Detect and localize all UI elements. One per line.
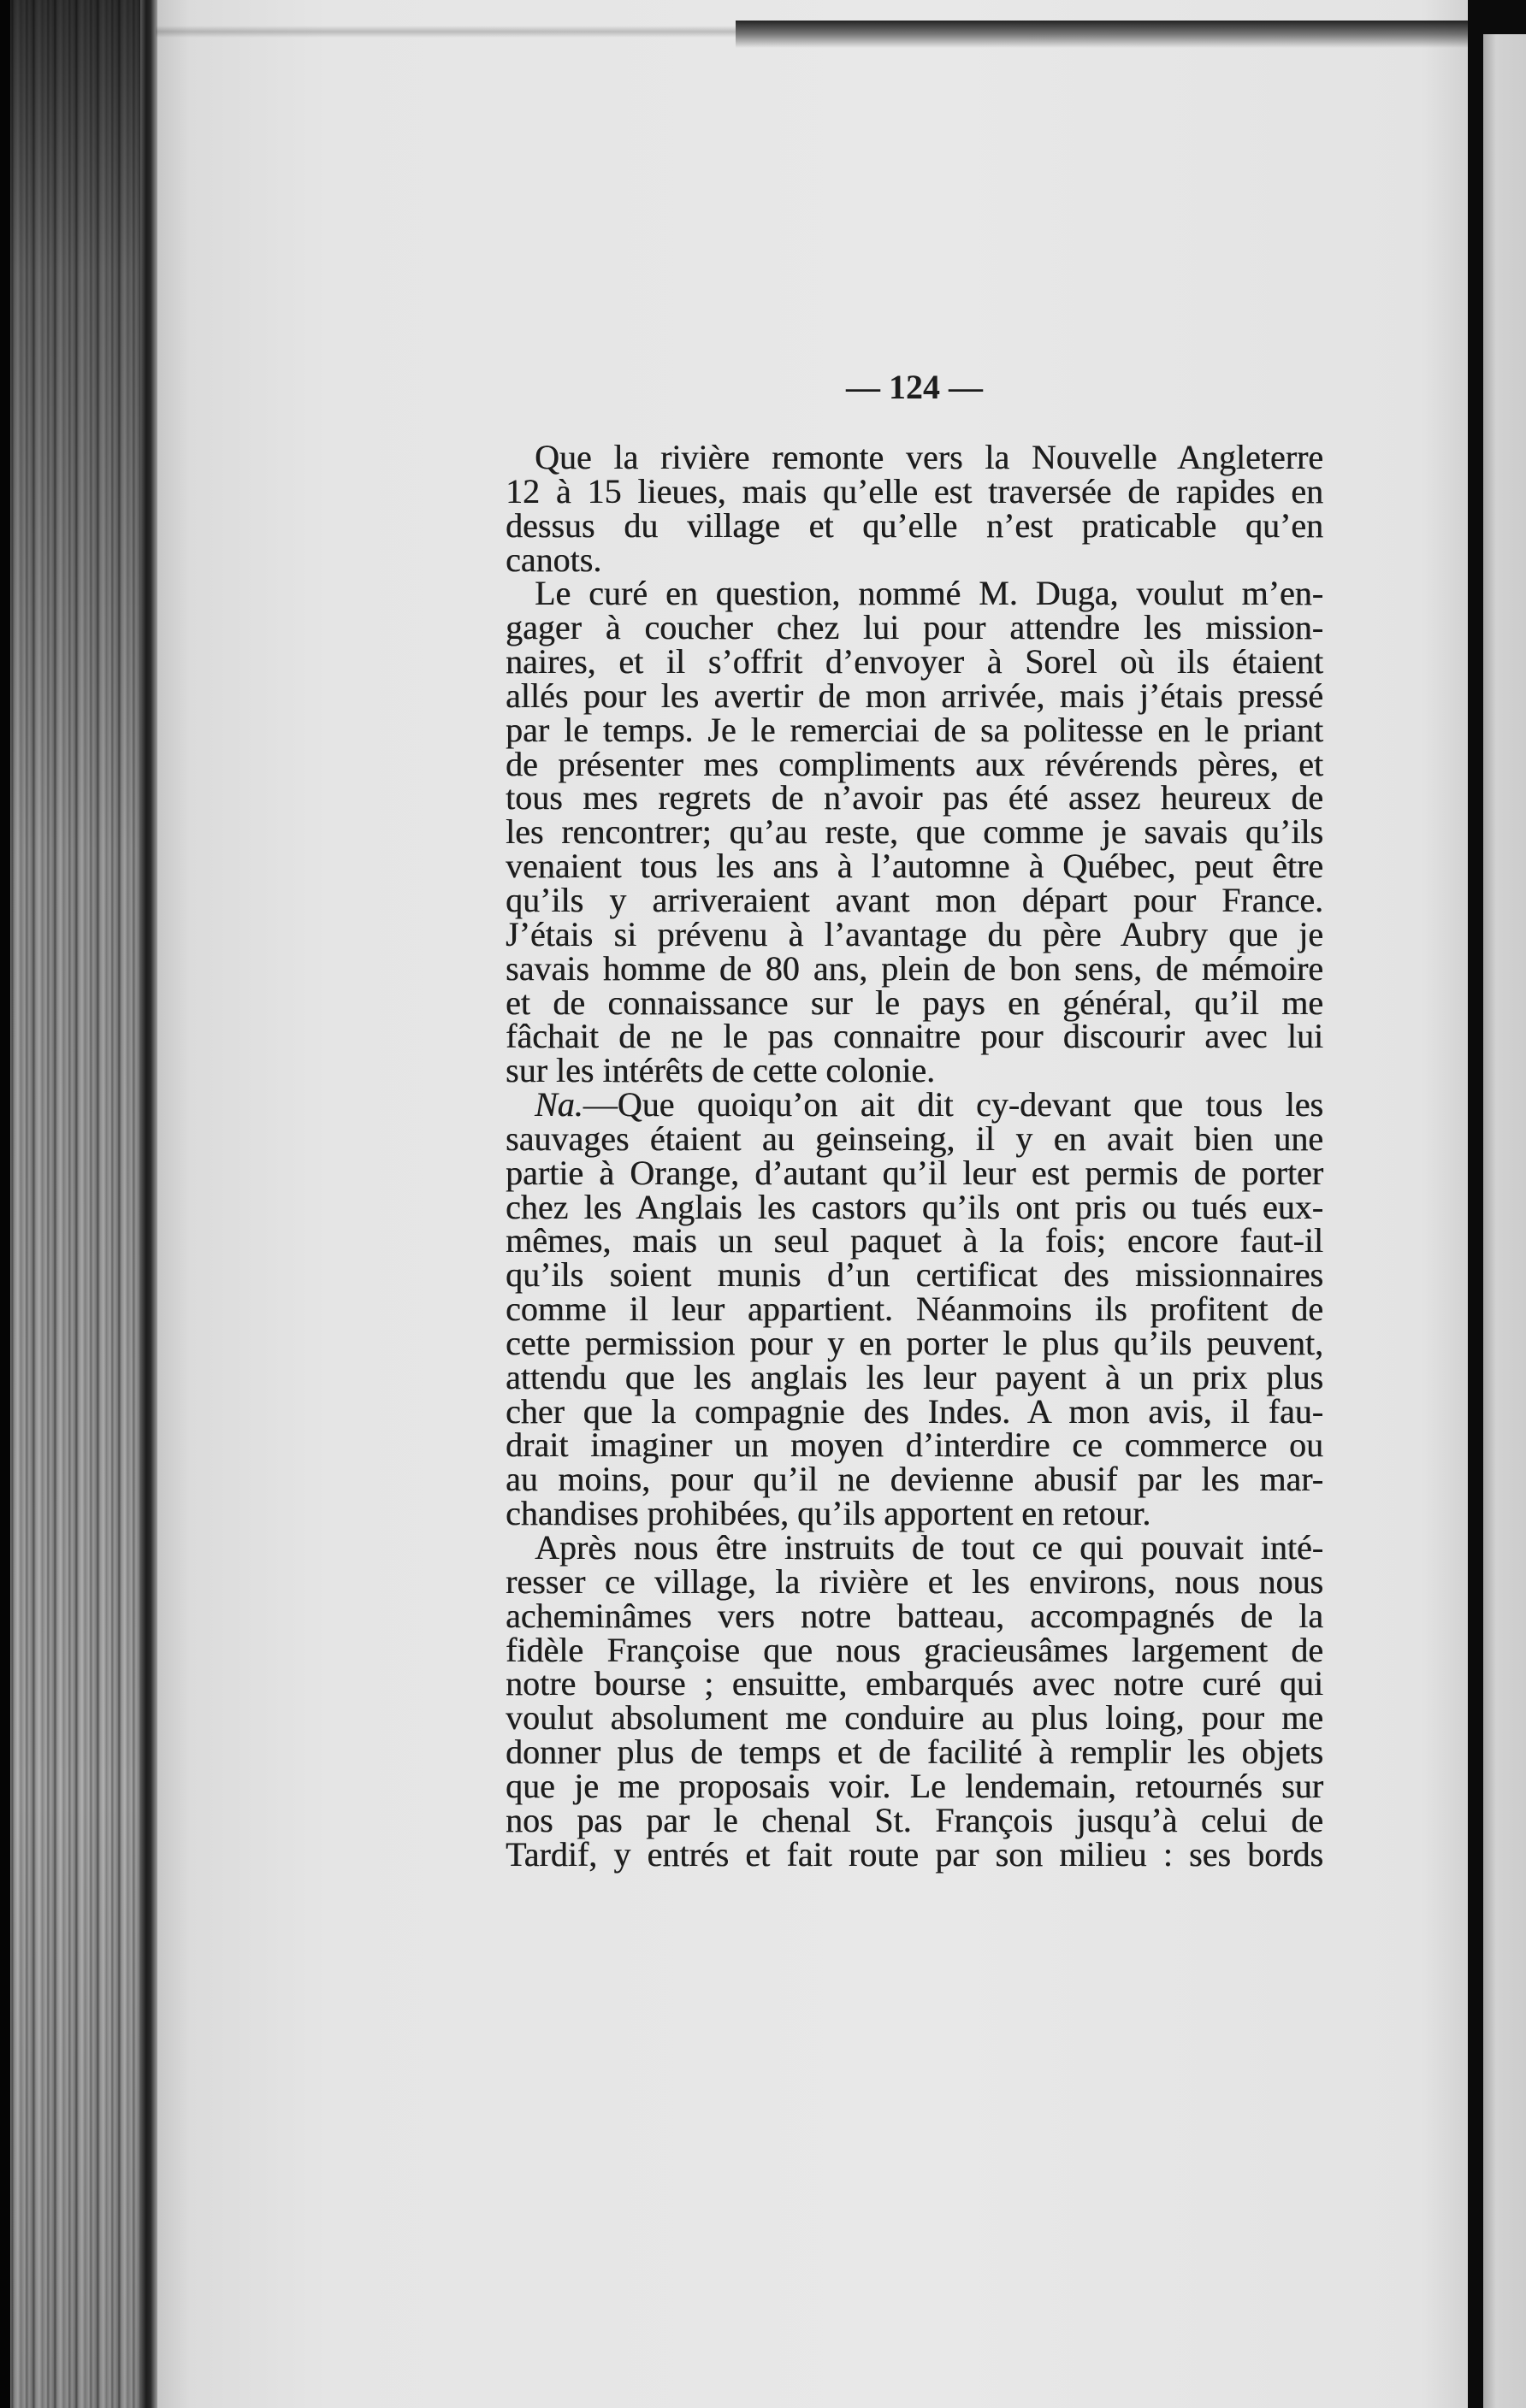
- text-line: acheminâmes vers notre batteau, accompagnés de la: [506, 1596, 1323, 1635]
- text-line: J’étais si prévenu à l’avantage du père Aubry que je: [506, 914, 1323, 953]
- text-line: comme il leur appartient. Néanmoins ils profitent de: [506, 1290, 1323, 1329]
- text-line: attendu que les anglais les leur payent à un prix plus: [506, 1357, 1323, 1396]
- text-line: donner plus de temps et de facilité à remplir les objets: [506, 1732, 1323, 1772]
- page-top-edge-faint: [156, 26, 736, 38]
- text-line: que je me proposais voir. Le lendemain, retournés sur: [506, 1766, 1323, 1805]
- paragraph: [506, 576, 1323, 1088]
- text-line: notre bourse ; ensuitte, embarqués avec notre curé qui: [506, 1664, 1323, 1703]
- text-line: fidèle Françoise que nous gracieusâmes largement de: [506, 1630, 1323, 1669]
- text-line: voulut absolument me conduire au plus loing, pour me: [506, 1698, 1323, 1738]
- text-line: et de connaissance sur le pays en général, qu’il me: [506, 983, 1323, 1022]
- text-line: naires, et il s’offrit d’envoyer à Sorel où ils étaient: [506, 642, 1323, 682]
- facing-page-edge: [1483, 34, 1526, 2408]
- text-line: mêmes, mais un seul paquet à la fois; encore faut-il: [506, 1221, 1323, 1260]
- text-line: Le curé en question, nommé M. Duga, voulut m’en-: [535, 574, 1323, 613]
- text-line: savais homme de 80 ans, plein de bon sens, de mémoire: [506, 948, 1323, 988]
- text-line: de présenter mes compliments aux révérends pères, et: [506, 744, 1323, 783]
- text-line: au moins, pour qu’il ne devienne abusif par les mar-: [506, 1460, 1323, 1499]
- paragraph: [506, 438, 1323, 579]
- text-line: chez les Anglais les castors qu’ils ont pris ou tués eux-: [506, 1187, 1323, 1226]
- text-line: qu’ils y arriveraient avant mon départ pour France.: [506, 880, 1323, 919]
- text-line: dessus du village et qu’elle n’est praticable qu’en: [506, 505, 1323, 545]
- text-line: Après nous être instruits de tout ce qui pouvait inté-: [535, 1528, 1323, 1567]
- text-line: 12 à 15 lieues, mais qu’elle est traversée de rapides en: [506, 471, 1323, 511]
- body-text: [506, 438, 1323, 1874]
- text-line: sauvages étaient au geinseing, il y en avait bien une: [506, 1118, 1323, 1158]
- scan-border-left: [0, 0, 10, 2408]
- text-line: partie à Orange, d’autant qu’il leur est permis de porter: [506, 1153, 1323, 1192]
- text-line: les rencontrer; qu’au reste, que comme je savais qu’ils: [506, 812, 1323, 852]
- text-line: sur les intérêts de cette colonie.: [506, 1051, 936, 1090]
- text-line: qu’ils soient munis d’un certificat des missionnaires: [506, 1255, 1323, 1295]
- text-line: gager à coucher chez lui pour attendre les mission-: [506, 608, 1323, 647]
- page-top-edge-shadow: [736, 21, 1468, 48]
- text-line: fâchait de ne le pas connaitre pour discourir avec lui: [506, 1017, 1323, 1056]
- text-line: Que la rivière remonte vers la Nouvelle Angleterre: [535, 438, 1323, 476]
- page-number: — 124 —: [846, 368, 983, 406]
- text-line: allés pour les avertir de mon arrivée, mais j’étais pressé: [506, 676, 1323, 715]
- text-line: par le temps. Je le remerciai de sa politesse en le priant: [506, 710, 1323, 749]
- text-line-content: —Que quoiqu’on ait dit cy-devant que tous les: [583, 1085, 1323, 1124]
- text-line: chandises prohibées, qu’ils apportent en retour.: [506, 1494, 1151, 1533]
- paragraph-lead-abbreviation: Na.: [535, 1085, 583, 1124]
- book-page-edges: [0, 0, 147, 2408]
- text-line: drait imaginer un moyen d’interdire ce commerce ou: [506, 1425, 1323, 1465]
- text-line: resser ce village, la rivière et les environs, nous nous: [506, 1561, 1323, 1601]
- book-gutter: [140, 0, 157, 2408]
- text-line: venaient tous les ans à l’automne à Québec, peut être: [506, 847, 1323, 886]
- paragraph: [506, 1528, 1323, 1874]
- text-line: canots.: [506, 540, 602, 579]
- text-line: tous mes regrets de n’avoir pas été assez heureux de: [506, 778, 1323, 817]
- text-line: nos pas par le chenal St. François jusqu’à celui de: [506, 1800, 1323, 1839]
- text-line: cette permission pour y en porter le plus qu’ils peuvent,: [506, 1323, 1323, 1362]
- text-line: Tardif, y entrés et fait route par son milieu : ses bords: [506, 1834, 1323, 1874]
- text-line: [506, 1085, 1323, 1124]
- text-line: cher que la compagnie des Indes. A mon avis, il fau-: [506, 1391, 1323, 1431]
- paragraph: [506, 1085, 1323, 1533]
